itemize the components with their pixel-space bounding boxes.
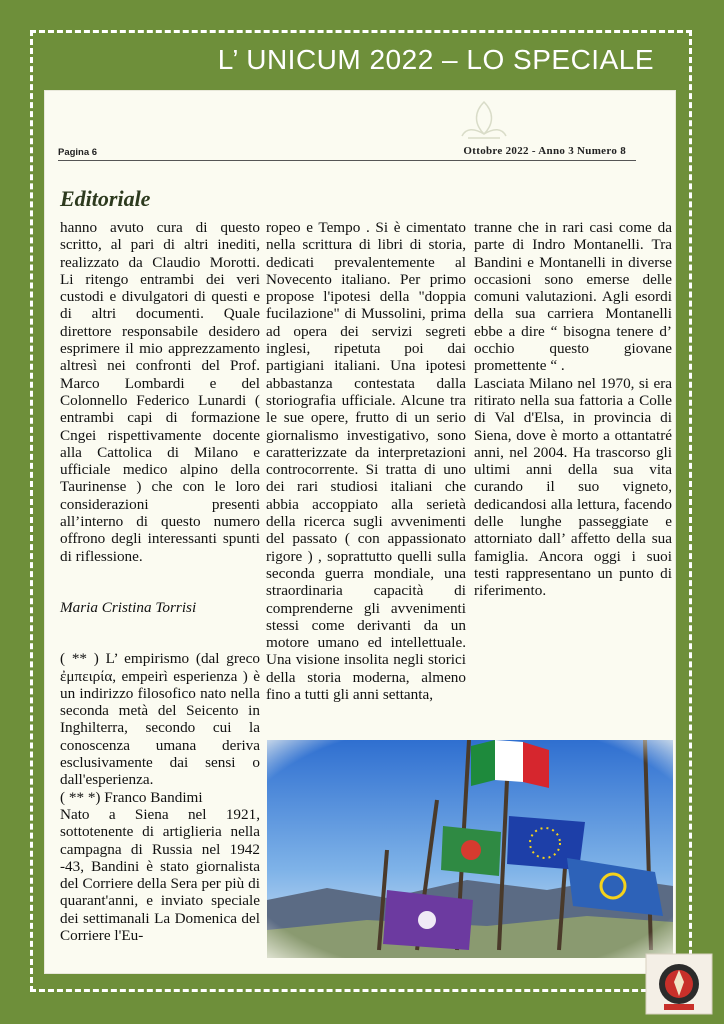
flags-photo: [267, 740, 673, 958]
issue-info: Ottobre 2022 - Anno 3 Numero 8: [463, 145, 626, 157]
association-logo-icon: [644, 952, 714, 1016]
page-header: [58, 144, 636, 161]
section-title: Editoriale: [60, 186, 151, 211]
page-sheet: [44, 90, 676, 974]
footnote-empirismo: ( ** ) L’ empirismo (dal greco ἐμπειρία, empeirì esperienza ) è un indirizzo filosofico nato nella seconda metà del Seicento in Inghilterra, secondo cui la conoscenza umana deriva esclusivamente dai sensi o dall'esperienza.: [60, 650, 260, 789]
text-column-1: [60, 219, 260, 944]
text-column-3: [474, 219, 672, 600]
text-column-2: [266, 219, 466, 703]
newsletter-banner-title: L’ UNICUM 2022 – LO SPECIALE: [217, 44, 654, 75]
author-signature: Maria Cristina Torrisi: [60, 598, 197, 616]
fleur-de-lis-watermark-icon: [444, 98, 524, 142]
footnote-heading: ( ** *) Franco Bandimi: [60, 788, 203, 806]
paragraph: ropeo e Tempo . Si è cimentato nella scrittura di libri di storia, dedicati prevalentemente al Novecento italiano. Per primo propose l'ipotesi della "doppia fucilazione" di Mussolini, prima ad opera dei servizi segreti inglesi, ripetuta poi dai partigiani italiani. Una ipotesi abbastanza contestata dalla storiografia ufficiale. Alcune tra le sue opere, frutto di un serio giornalismo investigativo, sono caratterizzate da interpretazioni controcorrente. Si tratta di uno dei rari studiosi italiani che abbia accoppiato alla serietà della ricerca sugli avvenimenti del passato ( con appassionato rigore ) , soprattutto quelli sulla seconda guerra mondiale, una straordinaria capacità di comprenderne gli avvenimenti stessi come derivanti da un motore umano ed intellettuale. Una visione insolita negli storici della storia moderna, almeno fino a tutti gli anni settanta,: [266, 219, 466, 704]
paragraph: hanno avuto cura di questo scritto, al pari di altri inediti, realizzato da Claudio Morotti. Li ritengo entrambi dei veri custodi e divulgatori di questi e di altri documenti. Quale direttore responsabile desidero esprimere il mio apprezzamento altresì nei confronti del Prof. Marco Lombardi e del Colonnello Federico Lunardi ( entrambi capi di formazione Cngei rispettivamente docente alla Cattolica di Milano e ufficiale medico alpino della Taurinense ) che con le loro considerazioni presenti all’interno di questo numero offrono degli interessanti spunti di riflessione.: [60, 219, 260, 565]
paragraph: tranne che in rari casi come da parte di Indro Montanelli. Tra Bandini e Montanelli in diverse occasioni sono emerse delle comuni valutazioni. Agli esordi della sua carriera Montanelli ebbe a dire “ bisogna tenere d’ occhio questo giovane promettente “ .: [474, 219, 672, 375]
page-number: Pagina 6: [58, 147, 98, 158]
paragraph: Lasciata Milano nel 1970, si era ritirato nella sua fattoria a Colle di Val d'Elsa, in provincia di Siena, dove è morto a ottantatré anni, nel 2004. Ha trascorso gli ultimi anni della sua vita curando il suo vigneto, dedicandosi alla lettura, facendo delle lunghe passeggiate e attorniato dall’ affetto della sua famiglia. Ancora oggi i suoi testi rappresentano un punto di riferimento.: [474, 374, 672, 600]
footnote-bandini: Nato a Siena nel 1921, sottotenente di artiglieria nella campagna di Russia nel 1942 -43, Bandini è stato giornalista del Corriere della Sera per più di quarant'anni, e inviato speciale dei settimanali La Domenica del Corriere l'Eu-: [60, 805, 260, 944]
